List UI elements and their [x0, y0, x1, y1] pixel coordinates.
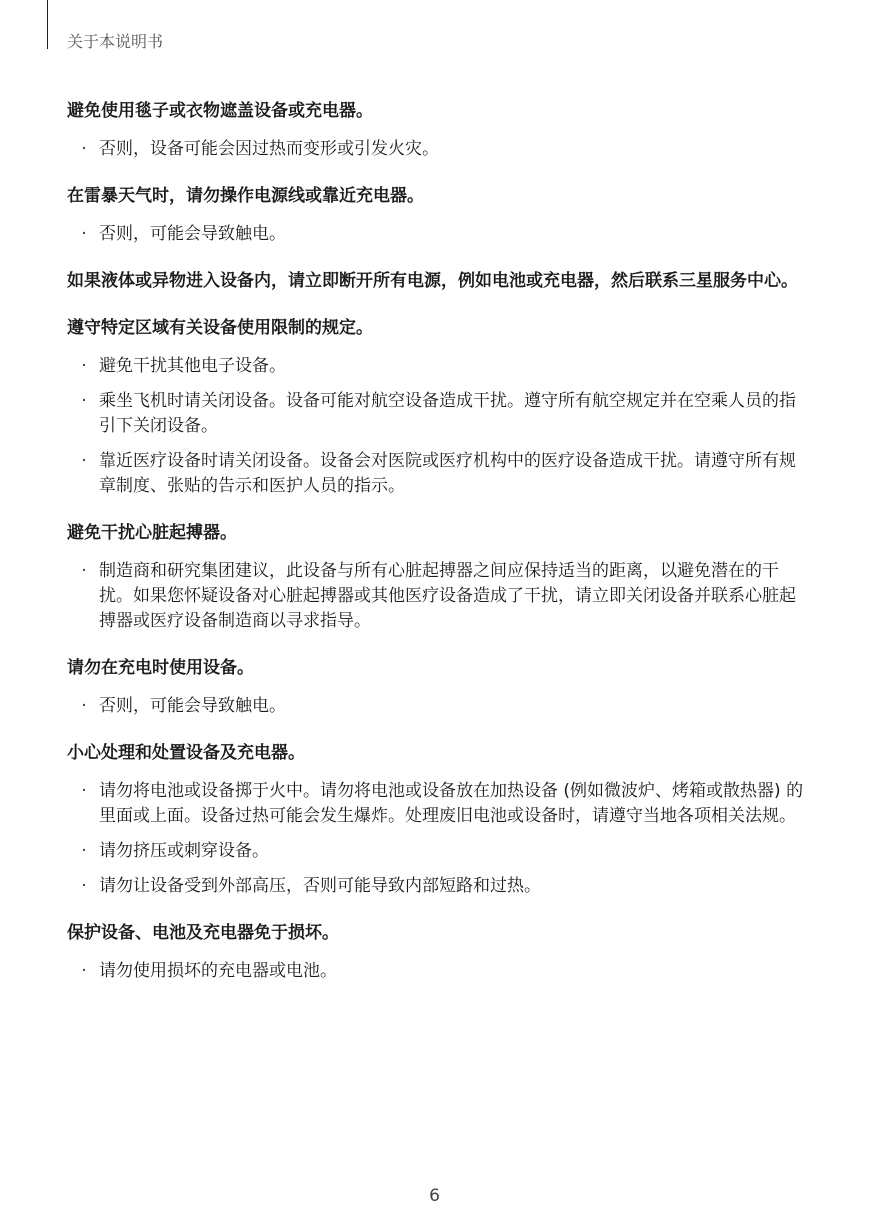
- list-item: [67, 389, 807, 439]
- list-item-text: 请勿让设备受到外部高压，否则可能导致内部短路和过热。: [99, 876, 541, 896]
- bullet-dot-icon: ·: [81, 696, 87, 716]
- list-item: [67, 137, 807, 162]
- safety-section: [67, 184, 807, 247]
- section-heading: 遵守特定区域有关设备使用限制的规定。: [67, 318, 373, 338]
- section-heading: 保护设备、电池及充电器免于损坏。: [67, 923, 339, 943]
- list-item-text: 制造商和研究集团建议，此设备与所有心脏起搏器之间应保持适当的距离，以避免潜在的干扰。如果您怀疑设备对心脏起搏器或其他医疗设备造成了干扰，请立即关闭设备并联系心脏起搏器或医疗设备制造商以寻求指导。: [99, 561, 796, 631]
- bullet-dot-icon: ·: [81, 561, 87, 581]
- list-item: [67, 959, 807, 984]
- list-item-text: 请勿使用损坏的充电器或电池。: [99, 961, 337, 981]
- bullet-dot-icon: ·: [81, 961, 87, 981]
- list-item-text: 否则，可能会导致触电。: [99, 696, 286, 716]
- list-item: [67, 449, 807, 499]
- header-margin-rule: [47, 0, 48, 49]
- section-heading: 如果液体或异物进入设备内，请立即断开所有电源，例如电池或充电器，然后联系三星服务中心。: [67, 271, 798, 291]
- list-item: [67, 559, 807, 634]
- list-item-text: 乘坐飞机时请关闭设备。设备可能对航空设备造成干扰。遵守所有航空规定并在空乘人员的指引下关闭设备。: [99, 391, 796, 436]
- bullet-list: [67, 222, 807, 247]
- safety-section: [67, 316, 807, 499]
- list-item: [67, 874, 807, 899]
- bullet-list: [67, 959, 807, 984]
- bullet-dot-icon: ·: [81, 356, 87, 376]
- bullet-dot-icon: ·: [81, 224, 87, 244]
- list-item-text: 否则，设备可能会因过热而变形或引发火灾。: [99, 139, 439, 159]
- section-heading: 请勿在充电时使用设备。: [67, 658, 254, 678]
- safety-section: [67, 99, 807, 162]
- safety-section: [67, 741, 807, 899]
- bullet-dot-icon: ·: [81, 876, 87, 896]
- document-body: [67, 99, 807, 984]
- bullet-list: [67, 137, 807, 162]
- bullet-list: [67, 559, 807, 634]
- page-number: 6: [429, 1186, 440, 1206]
- list-item-text: 请勿挤压或刺穿设备。: [99, 841, 269, 861]
- list-item-text: 否则，可能会导致触电。: [99, 224, 286, 244]
- safety-section: [67, 269, 807, 294]
- section-heading: 小心处理和处置设备及充电器。: [67, 743, 305, 763]
- section-heading: 在雷暴天气时，请勿操作电源线或靠近充电器。: [67, 186, 424, 206]
- bullet-dot-icon: ·: [81, 451, 87, 471]
- section-heading: 避免使用毯子或衣物遮盖设备或充电器。: [67, 101, 373, 121]
- safety-section: [67, 656, 807, 719]
- bullet-dot-icon: ·: [81, 139, 87, 159]
- list-item: [67, 694, 807, 719]
- running-header: 关于本说明书: [67, 32, 164, 51]
- safety-section: [67, 521, 807, 634]
- bullet-dot-icon: ·: [81, 781, 87, 801]
- bullet-dot-icon: ·: [81, 841, 87, 861]
- list-item: [67, 839, 807, 864]
- list-item: [67, 779, 807, 829]
- bullet-dot-icon: ·: [81, 391, 87, 411]
- list-item-text: 请勿将电池或设备掷于火中。请勿将电池或设备放在加热设备 (例如微波炉、烤箱或散热器) 的里面或上面。设备过热可能会发生爆炸。处理废旧电池或设备时，请遵守当地各项相关法规。: [99, 781, 804, 826]
- list-item-text: 避免干扰其他电子设备。: [99, 356, 286, 376]
- section-heading: 避免干扰心脏起搏器。: [67, 523, 237, 543]
- safety-section: [67, 921, 807, 984]
- bullet-list: [67, 354, 807, 499]
- bullet-list: [67, 694, 807, 719]
- list-item: [67, 354, 807, 379]
- bullet-list: [67, 779, 807, 899]
- list-item-text: 靠近医疗设备时请关闭设备。设备会对医院或医疗机构中的医疗设备造成干扰。请遵守所有规章制度、张贴的告示和医护人员的指示。: [99, 451, 796, 496]
- list-item: [67, 222, 807, 247]
